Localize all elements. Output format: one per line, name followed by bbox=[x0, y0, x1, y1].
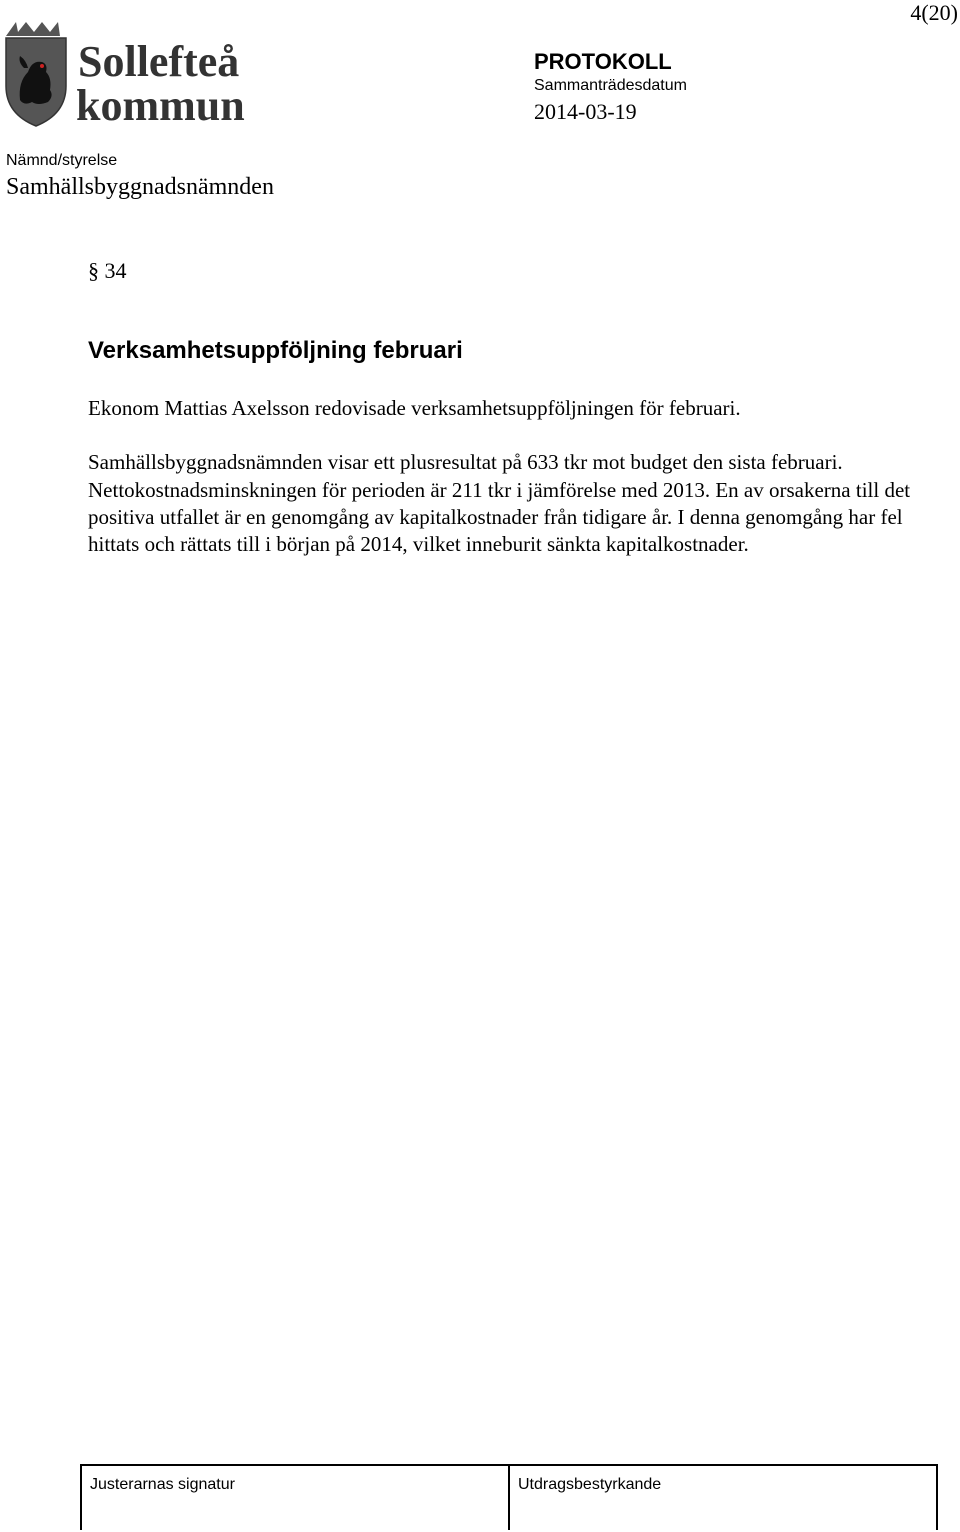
paragraph-number bbox=[88, 258, 127, 284]
coat-of-arms-capercaillie-icon bbox=[6, 22, 66, 126]
logo-name-line2: kommun bbox=[76, 81, 245, 128]
logo-name-line1: Sollefteå bbox=[78, 37, 240, 86]
board-name: Samhällsbyggnadsnämnden bbox=[6, 174, 274, 200]
page-number: 4(20) bbox=[910, 0, 958, 25]
meeting-date: 2014-03-19 bbox=[534, 99, 637, 124]
extract-certification-label: Utdragsbestyrkande bbox=[518, 1476, 662, 1493]
document-header bbox=[534, 48, 687, 126]
municipality-logo bbox=[4, 22, 274, 128]
paragraph-value: 34 bbox=[104, 258, 127, 283]
extract-certification-cell bbox=[510, 1466, 936, 1530]
justerare-signature-label: Justerarnas signatur bbox=[90, 1476, 235, 1493]
meeting-date-label: Sammanträdesdatum bbox=[534, 77, 687, 94]
paragraph-symbol: § bbox=[88, 258, 99, 283]
justerare-signature-cell bbox=[82, 1466, 510, 1530]
body-paragraph: Ekonom Mattias Axelsson redovisade verksamhetsuppföljningen för februari. bbox=[88, 396, 741, 420]
body-paragraph: Samhällsbyggnadsnämnden visar ett plusresultat på 633 tkr mot budget den sista februari. Nettokostnadsminskningen för perioden är 211 tkr i jämförelse med 2013. En av orsakerna till det positiva utfallet är en genomgång av kapitalkostnader från tidigare år. I denna genomgång har fel hittats och rättats till i början på 2014, vilket inneburit sänkta kapitalkostnader. bbox=[88, 450, 911, 557]
document-type: PROTOKOLL bbox=[534, 49, 672, 74]
signature-footer bbox=[80, 1464, 938, 1530]
board-label: Nämnd/styrelse bbox=[6, 152, 118, 169]
section-heading: Verksamhetsuppföljning februari bbox=[88, 337, 463, 364]
board-info bbox=[6, 150, 274, 202]
body-text bbox=[88, 395, 950, 558]
